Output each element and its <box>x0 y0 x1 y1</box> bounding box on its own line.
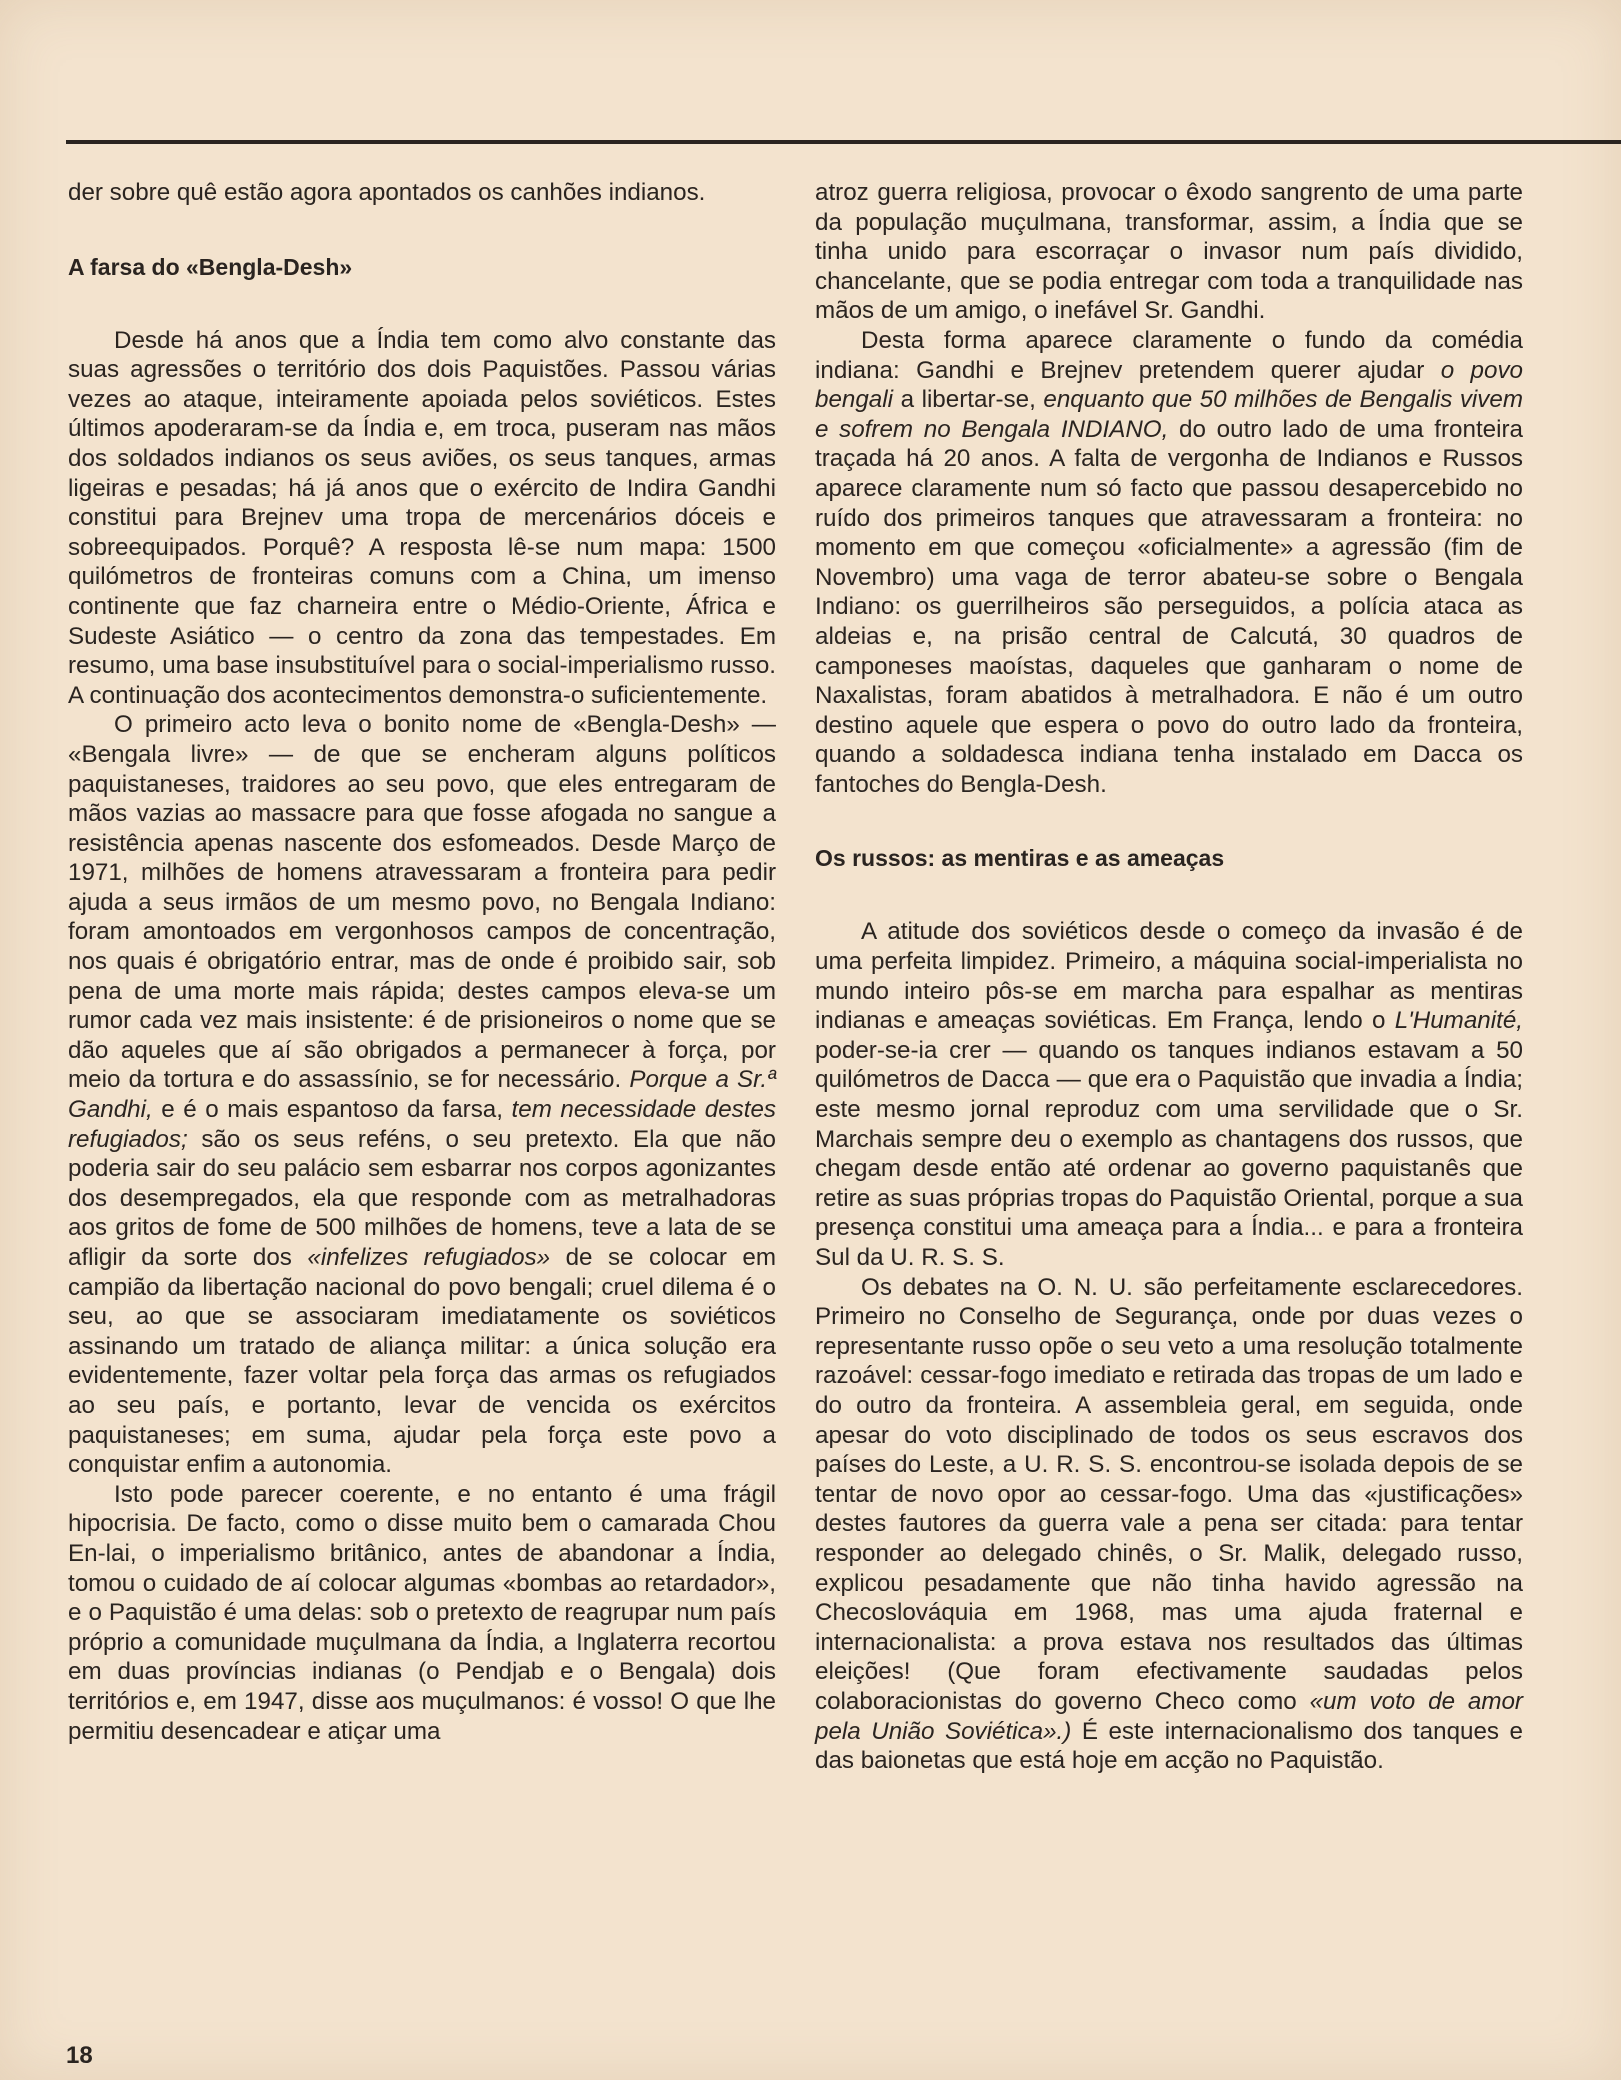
paragraph <box>68 710 776 1479</box>
paragraph: der sobre quê estão agora apontados os canhões indianos. <box>68 179 706 206</box>
italic-run: o povo bengali <box>815 356 1523 414</box>
text-run: Desta forma aparece claramente o fundo da comédia indiana: Gandhi e Brejnev pretendem querer ajudar <box>815 326 1523 384</box>
italic-run: enquanto que 50 milhões de Bengalis vivem e sofrem no Bengala INDIANO, <box>815 386 1523 443</box>
paragraph <box>815 326 1523 800</box>
text-run: poder-se-ia crer — quando os tanques indianos estavam a 50 quilómetros de Dacca — que era o Paquistão que invadia a Índia; este mesmo jornal reproduz com uma servilidade que o Sr. Marchais sempre deu o exemplo as chantagens dos russos, que chegam desde então até ordenar ao governo paquistanês que retire as suas próprias tropas do Paquistão Oriental, porque a sua presença constitui uma ameaça para a Índia... e para a fronteira Sul da U. R. S. S. <box>815 1036 1523 1271</box>
text-run: A atitude dos soviéticos desde o começo da invasão é de uma perfeita limpidez. Primeiro, a máquina social-imperialista no mundo inteiro pôs-se em marcha para espalhar as mentiras indianas e ameaças soviéticas. Em França, lendo o <box>815 918 1523 1035</box>
right-column <box>815 178 1523 1776</box>
italic-run: «infelizes refugiados» <box>307 1244 551 1271</box>
section-heading: A farsa do «Bengla-Desh» <box>68 253 353 280</box>
text-run: do outro lado de uma fronteira traçada há 20 anos. A falta de vergonha de Indianos e Russos aparece claramente num só facto que passou desapercebido no ruído dos primeiros tanques que atravessaram a fronteira: no momento em que começou «oficialmente» a agressão (fim de Novembro) uma vaga de terror abateu-se sobre o Bengala Indiano: os guerrilheiros são perseguidos, a polícia ataca as aldeias e, na prisão central de Calcutá, 30 quadros de camponeses maoístas, daqueles que ganharam o nome de Naxalistas, foram abatidos à metralhadora. E não é um outro destino aquele que espera o povo do outro lado da fronteira, quando a soldadesca indiana tenha instalado em Dacca os fantoches do Bengla-Desh. <box>815 415 1523 798</box>
italic-run: tem necessidade destes refugiados; <box>68 1096 777 1153</box>
section-heading: Os russos: as mentiras e as ameaças <box>815 845 1225 872</box>
paragraph <box>815 1273 1523 1776</box>
paragraph: atroz guerra religiosa, provocar o êxodo sangrento de uma parte da população muçulmana, transformar, assim, a Índia que se tinha unido para escorraçar o invasor num país dividido, chancelante, que se podia entregar com toda a tranquilidade nas mãos de um amigo, o inefável Sr. Gandhi. <box>815 179 1523 325</box>
text-run: Os debates na O. N. U. são perfeitamente esclarecedores. Primeiro no Conselho de Segurança, onde por duas vezes o representante russo opõe o seu veto a uma resolução totalmente razoável: cessar-fogo imediato e retirada das tropas de um lado e do outro da fronteira. A assembleia geral, em seguida, onde apesar do voto disciplinado de todos os seus escravos dos países do Leste, a U. R. S. S. encontrou-se isolada depois de se tentar de novo opor ao cessar-fogo. Uma das «justificações» destes fautores da guerra vale a pena ser citada: para tentar responder ao delegado chinês, o Sr. Malik, delegado russo, explicou pesadamente que não tinha havido agressão na Checoslováquia em 1968, mas uma ajuda fraternal e internacionalista: a prova estava nos resultados das últimas eleições! (Que foram efectivamente saudadas pelos colaboracionistas do governo Checo como <box>815 1273 1523 1715</box>
italic-run: L'Humanité, <box>1394 1007 1523 1035</box>
text-run: de se colocar em campião da libertação nacional do povo bengali; cruel dilema é o seu, ao que se associaram imediatamente os soviéticos assinando um tratado de aliança militar: a única solução era evidentemente, fazer voltar pela força das armas os refugiados ao seu país, e portanto, levar de vencida os exércitos paquistaneses; em suma, ajudar pela força este povo a conquistar enfim a autonomia. <box>68 1244 777 1479</box>
header-rule <box>66 140 1621 144</box>
italic-run: Porque a Sr.ª Gandhi, <box>68 1066 776 1124</box>
left-column <box>68 178 776 1746</box>
text-run: são os seus reféns, o seu pretexto. Ela que não poderia sair do seu palácio sem esbarrar nos corpos agonizantes dos desempregados, ela que responde com as metralhadoras aos gritos de fome de 500 milhões de homens, teve a lata de se afligir da sorte dos <box>68 1125 776 1271</box>
italic-run: «um voto de amor pela União Soviética».) <box>815 1687 1523 1745</box>
page-number: 18 <box>66 2042 93 2069</box>
paragraph <box>815 917 1523 1272</box>
text-run: É este internacionalismo dos tanques e das baionetas que está hoje em acção no Paquistão. <box>815 1717 1523 1775</box>
text-run: O primeiro acto leva o bonito nome de «Bengla-Desh» — «Bengala livre» — de que se encheram alguns políticos paquistaneses, traidores ao seu povo, que eles entregaram de mãos vazias ao massacre para que fosse afogada no sangue a resistência apenas nascente dos esfomeados. Desde Março de 1971, milhões de homens atravessaram a fronteira para pedir ajuda a seus irmãos de um mesmo povo, no Bengala Indiano: foram amontoados em vergonhosos campos de concentração, nos quais é obrigatório entrar, mas de onde é proibido sair, sob pena de uma morte mais rápida; destes campos eleva-se um rumor cada vez mais insistente: é de prisioneiros o nome que se dão aqueles que aí são obrigados a permanecer à força, por meio da tortura e do assassínio, se for necessário. <box>68 711 776 1094</box>
text-run: e é o mais espantoso da farsa, <box>152 1096 512 1124</box>
paragraph: Desde há anos que a Índia tem como alvo constante das suas agressões o território dos dois Paquistões. Passou várias vezes ao ataque, inteiramente apoiada pelos soviéticos. Estes últimos apoderaram-se da Índia e, em troca, puseram nas mãos dos soldados indianos os seus aviões, os seus tanques, armas ligeiras e pesadas; há já anos que o exército de Indira Gandhi constitui para Brejnev uma tropa de mercenários dóceis e sobreequipados. Porquê? A resposta lê-se num mapa: 1500 quilómetros de fronteiras comuns com a China, um imenso continente que faz charneira entre o Médio-Oriente, África e Sudeste Asiático — o centro da zona das tempestades. Em resumo, uma base insubstituível para o social-imperialismo russo. A continuação dos acontecimentos demonstra-o suficientemente. <box>68 326 776 709</box>
paragraph: Isto pode parecer coerente, e no entanto é uma frágil hipocrisia. De facto, como o disse muito bem o camarada Chou En-lai, o imperialismo britânico, antes de abandonar a Índia, tomou o cuidado de aí colocar algumas «bombas ao retardador», e o Paquistão é uma delas: sob o pretexto de reagrupar num país próprio a comunidade muçulmana da Índia, a Inglaterra recortou em duas províncias indianas (o Pendjab e o Bengala) dois territórios e, em 1947, disse aos muçulmanos: é vosso! O que lhe permitiu desencadear e atiçar uma <box>68 1480 776 1745</box>
text-run: a libertar-se, <box>893 386 1044 414</box>
